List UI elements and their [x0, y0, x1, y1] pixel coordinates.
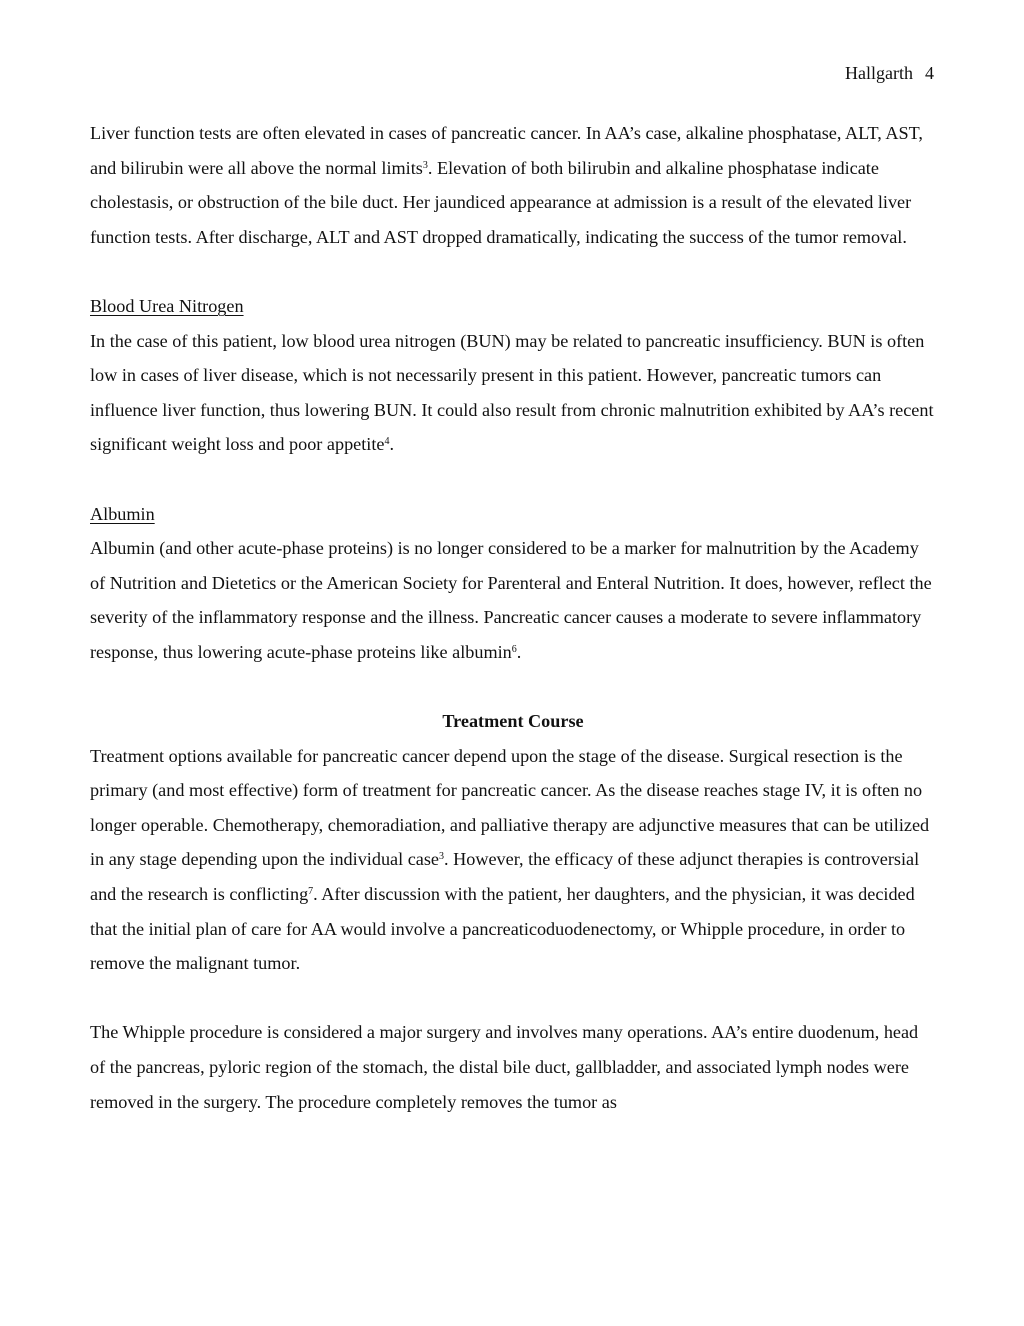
paragraph-gap [90, 981, 936, 1016]
paragraph-treatment [90, 739, 936, 981]
page-number: 4 [925, 63, 934, 83]
paragraph-gap [90, 670, 936, 705]
paragraph-gap [90, 462, 936, 497]
paragraph-whipple: The Whipple procedure is considered a major surgery and involves many operations. AA’s entire duodenum, head of the pancreas, pyloric region of the stomach, the distal bile duct, gallbladder, and associated lymph nodes were removed in the surgery. The procedure completely removes the tumor as [90, 1022, 919, 1112]
header-author: Hallgarth [845, 63, 913, 83]
text-run: . [389, 434, 395, 455]
text-run: . [516, 641, 522, 662]
citation-superscript: 4 [384, 436, 390, 448]
text-run: Treatment options available for pancreatic cancer depend upon the stage of the disease. Surgical resection is the primary (and most effective) form of treatment for pancreatic cancer. As the disease reaches stage IV, it is often no longer operable. Chemotherapy, chemoradiation, and palliative therapy are adjunctive measures that can be utilized in any stage depending upon the individual case [90, 745, 930, 870]
running-header [845, 60, 934, 86]
heading-treatment-course: Treatment Course [442, 711, 584, 732]
text-run: . Elevation of both bilirubin and alkaline phosphatase indicate cholestasis, or obstruction of the bile duct. Her jaundiced appearance at admission is a result of the elevated liver function tests. After discharge, ALT and AST dropped dramatically, indicating the success of the tumor removal. [90, 157, 912, 247]
text-run: Albumin (and other acute-phase proteins) is no longer considered to be a marker for malnutrition by the Academy of Nutrition and Dietetics or the American Society for Parenteral and Enteral Nutrition. It does, however, reflect the severity of the inflammatory response and the illness. Pancreatic cancer causes a moderate to severe inflammatory response, thus lowering acute-phase proteins like albumin [90, 538, 932, 662]
heading-albumin: Albumin [90, 503, 155, 524]
text-run: In the case of this patient, low blood urea nitrogen (BUN) may be related to pancreatic insufficiency. BUN is often low in cases of liver disease, which is not necessarily present in this patient. However, pancreatic tumors can influence liver function, thus lowering BUN. It could also result from chronic malnutrition exhibited by AA’s recent significant weight loss and poor appetite [90, 330, 934, 455]
citation-superscript: 3 [439, 851, 445, 863]
paragraph-bun [90, 324, 936, 462]
paragraph-liver-function [90, 116, 936, 254]
heading-blood-urea-nitrogen: Blood Urea Nitrogen [90, 295, 244, 316]
text-run: . However, the efficacy of these adjunct therapies is controversial and the research is conflicting [90, 849, 920, 905]
paragraph-gap [90, 254, 936, 289]
citation-superscript: 7 [308, 886, 314, 897]
citation-superscript: 6 [511, 643, 517, 655]
citation-superscript: 3 [422, 159, 428, 171]
document-body [90, 116, 936, 1119]
text-run: . After discussion with the patient, her daughters, and the physician, it was decided that the initial plan of care for AA would involve a pancreaticoduodenectomy, or Whipple procedure, in order to remove the malignant tumor. [90, 884, 915, 974]
paragraph-albumin [90, 531, 936, 669]
text-run: Liver function tests are often elevated in cases of pancreatic cancer. In AA’s case, alkaline phosphatase, ALT, AST, and bilirubin were all above the normal limits [90, 123, 923, 178]
